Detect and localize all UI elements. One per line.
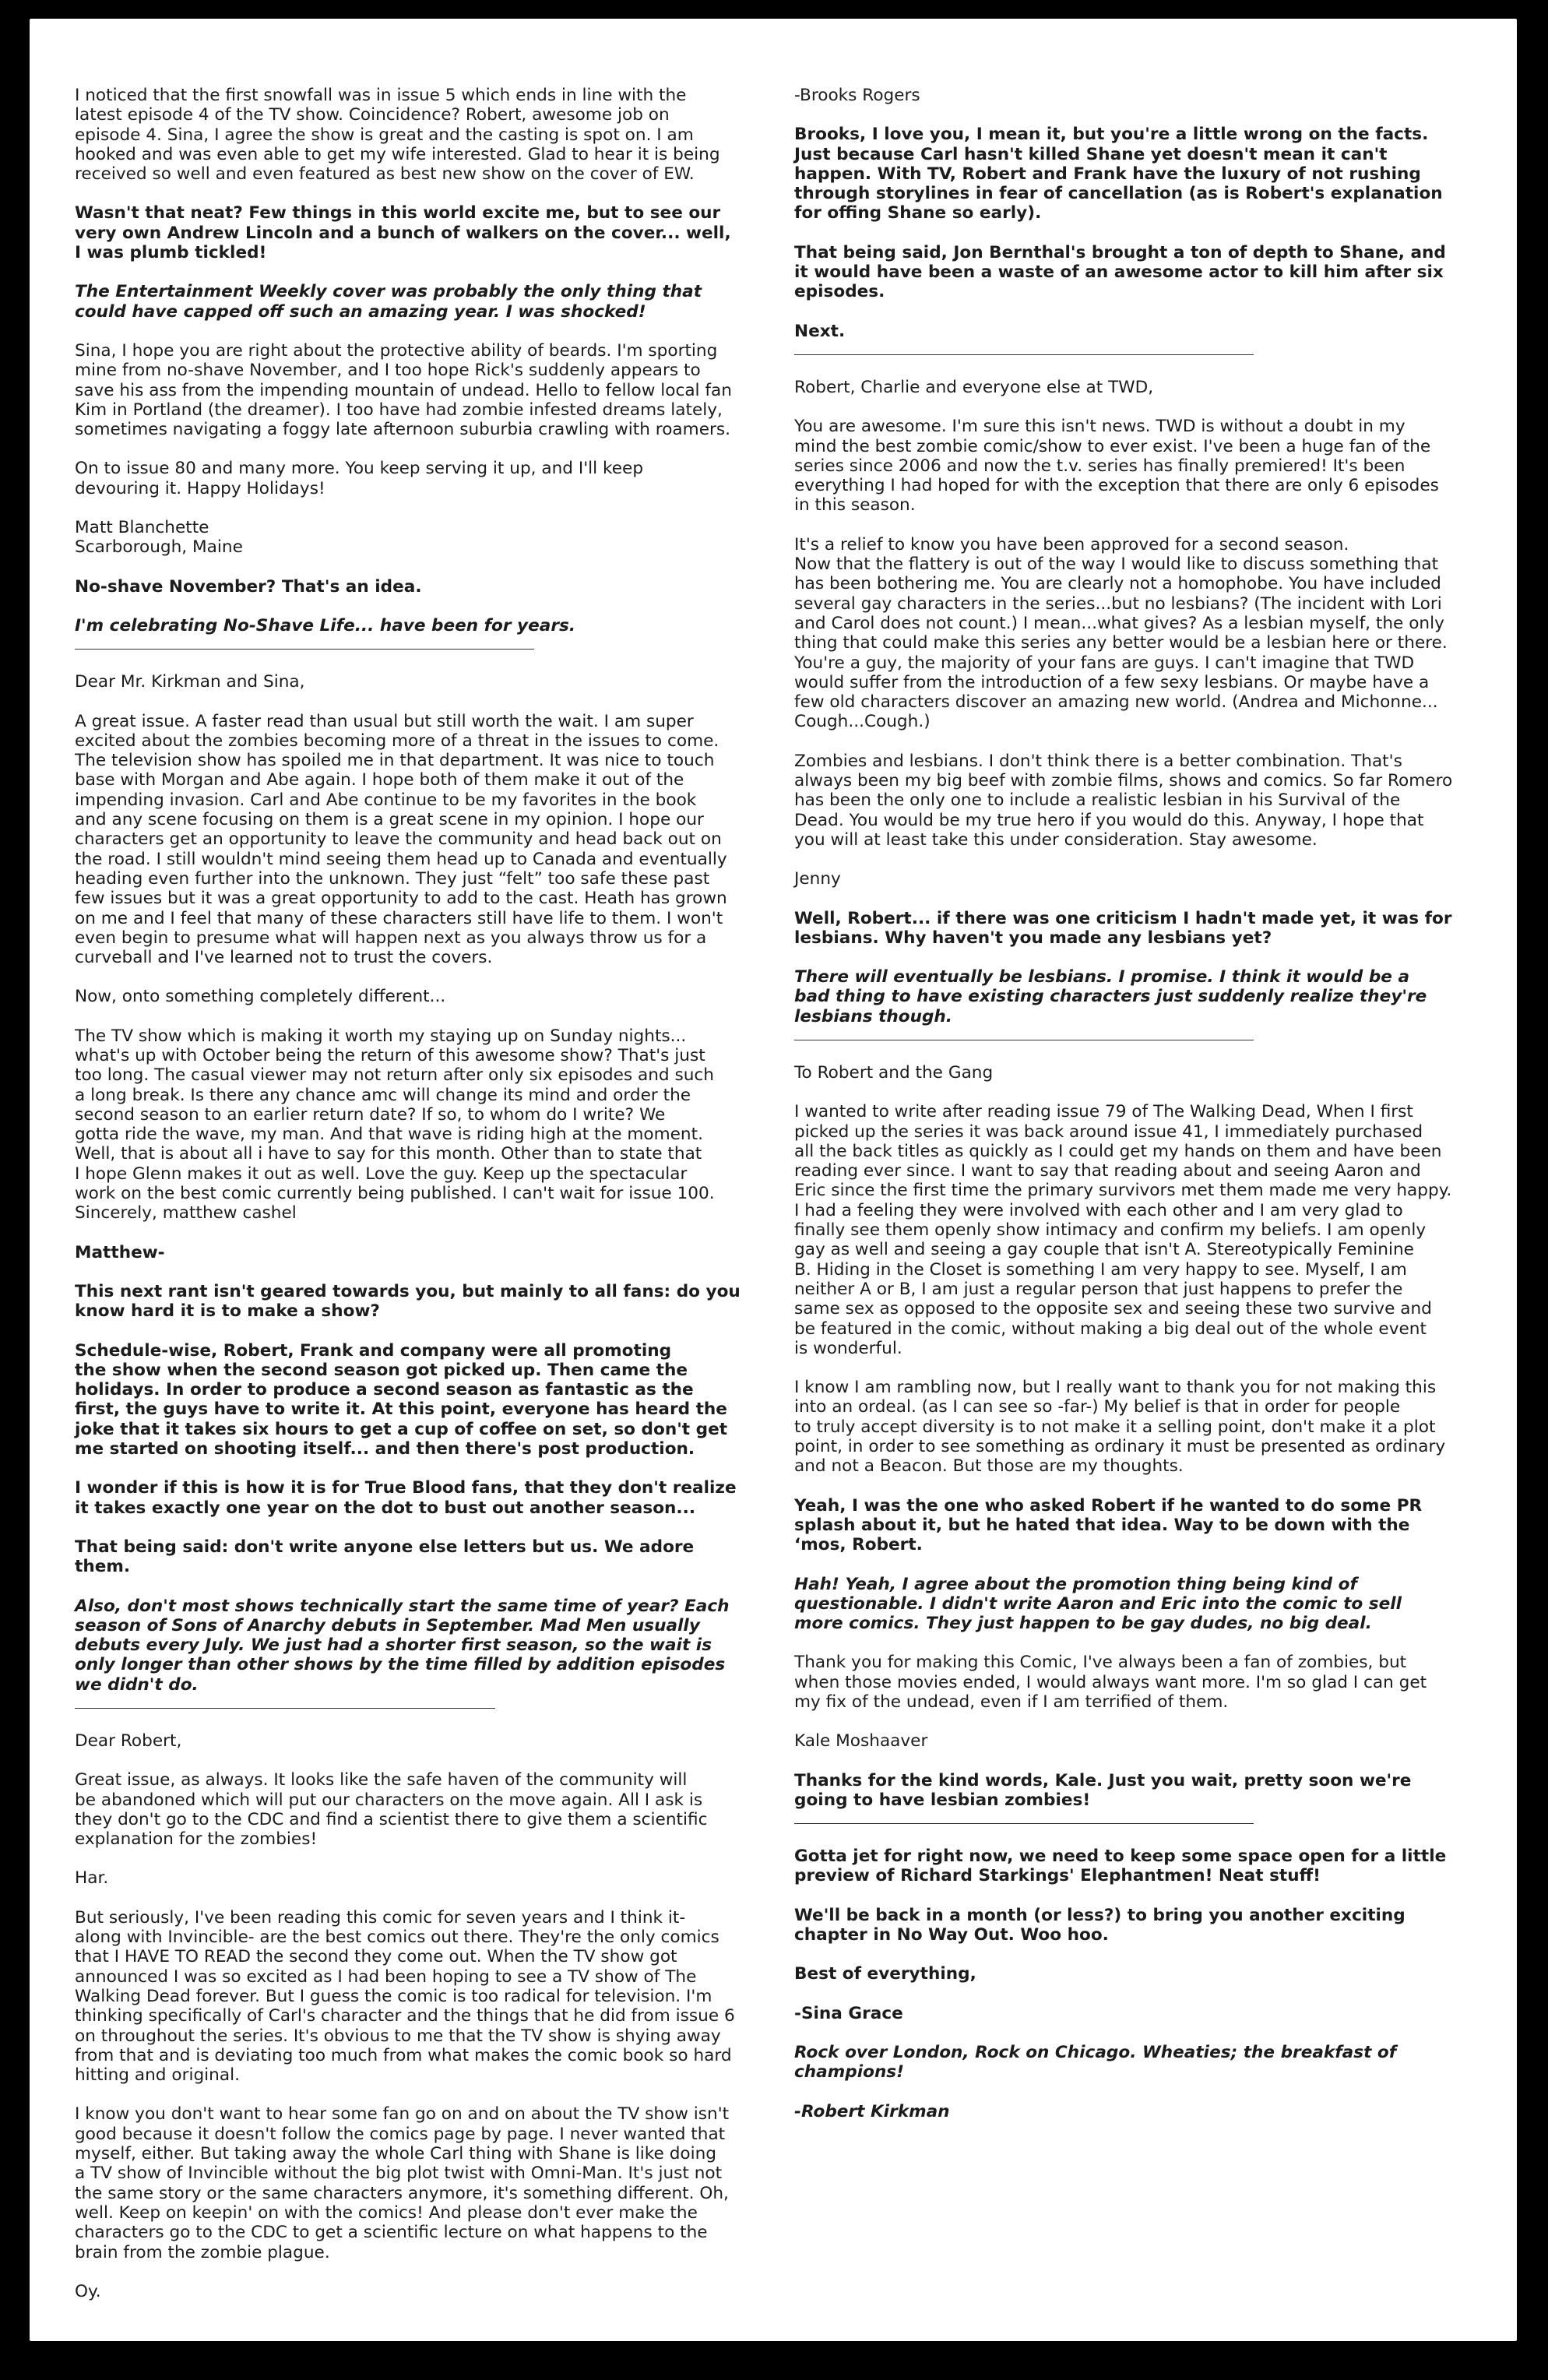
editor-reply-sina: I wonder if this is how it is for True Blood fans, that they don't realize it takes exactly one year on the dot to bust out another season... — [75, 1478, 737, 1518]
letter-paragraph: Oy. — [75, 2281, 101, 2301]
letter-paragraph: Har. — [75, 1868, 109, 1889]
section-divider — [794, 1823, 1254, 1824]
letter-paragraph: It's a relief to know you have been approved for a second season. Now that the flattery is out of the way I would like to discuss something that has been bothering me. You are clearly not a homophobe. You have included several gay characters in the series...but no lesbians? (The incident with Lori and Carol does not count.) I mean...what gives? As a lesbian myself, the only thing that could make this series any better would be a lesbian here or there. You're a guy, the majority of your fans are guys. I can't imagine that TWD would suffer from the introduction of a few sexy lesbians. Or maybe have a few old characters discover an amazing new world. (Andrea and Michonne... Cough...Cough.) — [794, 534, 1448, 732]
closing-paragraph: Rock over London, Rock on Chicago. Wheaties; the breakfast of champions! — [794, 2042, 1397, 2082]
letter-paragraph: I know I am rambling now, but I really want to thank you for not making this into an ordeal. (as I can see so -far-) My belief is that in order for people to truly accept diversity is to not make it a selling point, don't make it a plot point, in order to see something as ordinary it must be presented as ordinary and not a Beacon. But those are my thoughts. — [794, 1378, 1446, 1477]
left-column — [75, 86, 791, 2301]
editor-reply-sina: Matthew- — [75, 1242, 165, 1262]
editor-reply-robert: I'm celebrating No-Shave Life... have been for years. — [75, 615, 576, 635]
editor-reply-sina: That being said, Jon Bernthal's brought a ton of depth to Shane, and it would have been a waste of an awesome actor to kill him after six episodes. — [794, 242, 1446, 302]
editor-reply-sina: Yeah, I was the one who asked Robert if he wanted to do some PR splash about it, but he hated that idea. Way to be down with the ‘mos, Robert. — [794, 1495, 1423, 1555]
letters-page — [30, 19, 1517, 2341]
letter-paragraph: I noticed that the first snowfall was in issue 5 which ends in line with the latest episode 4 of the TV show. Coincidence? Robert, awesome job on episode 4. Sina, I agree the show is great and the casting is spot on. I am hooked and was even able to get my wife interested. Glad to hear it is being received so well and even featured as best new show on the cover of EW. — [75, 86, 720, 185]
editor-reply-robert: There will eventually be lesbians. I promise. I think it would be a bad thing to have existing characters just suddenly realize they're lesbians though. — [794, 967, 1427, 1026]
editor-reply-sina: That being said: don't write anyone else letters but us. We adore them. — [75, 1537, 695, 1577]
section-divider — [75, 1708, 495, 1709]
editor-reply-sina: No-shave November? That's an idea. — [75, 576, 422, 597]
letter-salutation: Robert, Charlie and everyone else at TWD, — [794, 377, 1154, 397]
right-column — [794, 86, 1503, 2121]
editor-reply-robert: Hah! Yeah, I agree about the promotion thing being kind of questionable. I didn't write Aaron and Eric into the comic to sell more comics. They just happen to be gay dudes, no big deal. — [794, 1574, 1402, 1634]
letter-paragraph: Sina, I hope you are right about the protective ability of beards. I'm sporting mine from no-shave November, and I too hope Rick's suddenly appears to save his ass from the impending mountain of undead. Hello to fellow local fan Kim in Portland (the dreamer). I too have had zombie infested dreams lately, sometimes navigating a foggy late afternoon suburbia crawling with roamers. — [75, 340, 732, 440]
closing-signature-sina: -Sina Grace — [794, 2003, 903, 2023]
closing-paragraph: Best of everything, — [794, 1964, 976, 1984]
editor-reply-robert: The Entertainment Weekly cover was probably the only thing that could have capped off such an amazing year. I was shocked! — [75, 282, 702, 322]
letter-paragraph: Zombies and lesbians. I don't think there is a better combination. That's always been my big beef with zombie films, shows and comics. So far Romero has been the only one to include a realistic lesbian in his Survival of the Dead. You would be my true hero if you would do this. Anyway, I hope that you will at least take this under consideration. Stay awesome. — [794, 751, 1453, 850]
editor-reply-sina: Thanks for the kind words, Kale. Just you wait, pretty soon we're going to have lesbian zombies! — [794, 1770, 1412, 1810]
editor-reply-sina: Next. — [794, 321, 846, 341]
letter-paragraph: You are awesome. I'm sure this isn't news. TWD is without a doubt in my mind the best zombie comic/show to ever exist. I've been a huge fan of the series since 2006 and now the t.v. series has finally premiered! It's been everything I had hoped for with the exception that there are only 6 episodes in this season. — [794, 417, 1439, 516]
letter-paragraph: I wanted to write after reading issue 79 of The Walking Dead, When I first picked up the series it was back around issue 41, I immediately purchased all the back titles as quickly as I could get my hands on them and have been reading ever since. I want to say that reading about and seeing Aaron and Eric since the first time the primary survivors met them made me very happy. I had a feeling they were involved with each other and I am very glad to finally see them openly show intimacy and confirm my beliefs. I am openly gay as well and seeing a gay couple that isn't A. Stereotypically Feminine B. Hiding in the Closet is something I am very happy to see. Myself, I am neither A or B, I am just a regular person that just happens to prefer the same sex as opposed to the opposite sex and seeing these two survive and be featured in the comic, without making a big deal out of the whole event is wonderful. — [794, 1102, 1452, 1358]
editor-reply-sina: Schedule-wise, Robert, Frank and company were all promoting the show when the second season got picked up. Then came the holidays. In order to produce a second season as fantastic as the first, the guys have to write it. At this point, everyone has heard the joke that it takes six hours to get a cup of coffee on set, so don't get me started on shooting itself... and then there's post production. — [75, 1340, 728, 1459]
letter-paragraph: But seriously, I've been reading this comic for seven years and I think it- along with Invincible- are the best comics out there. They're the only comics that I HAVE TO READ the second they come out. When the TV show got announced I was so excited as I had been hoping to see a TV show of The Walking Dead forever. But I guess the comic is too radical for television. I'm thinking specifically of Carl's character and the things that he did from issue 6 on throughout the series. It's obvious to me that the TV show is shying away from that and is deviating too much from what makes the comic book so hard hitting and original. — [75, 1907, 735, 2086]
letter-paragraph: Great issue, as always. It looks like the safe haven of the community will be abandoned which will put our characters on the move again. All I ask is they don't go to the CDC and find a scientist there to give them a scientific explanation for the zombies! — [75, 1770, 708, 1850]
letter-paragraph: Thank you for making this Comic, I've always been a fan of zombies, but when those movies ended, I would always want more. I'm so glad I can get my fix of the undead, even if I am terrified of them. — [794, 1653, 1427, 1712]
section-divider — [75, 649, 534, 650]
editor-reply-sina: This next rant isn't geared towards you, but mainly to all fans: do you know hard it is to make a show? — [75, 1281, 741, 1322]
letter-salutation: Dear Mr. Kirkman and Sina, — [75, 672, 305, 692]
editor-reply-sina: Wasn't that neat? Few things in this world excite me, but to see our very own Andrew Lincoln and a bunch of walkers on the cover... well, I was plumb tickled! — [75, 203, 731, 263]
letter-paragraph: On to issue 80 and many more. You keep serving it up, and I'll keep devouring it. Happy Holidays! — [75, 459, 644, 498]
letter-paragraph: A great issue. A faster read than usual but still worth the wait. I am super excited about the zombies becoming more of a threat in the issues to come. The television show has spoiled me in that department. It was nice to touch base with Morgan and Abe again. I hope both of them make it out of the impending invasion. Carl and Abe continue to be my favorites in the book and any scene focusing on them is a great scene in my opinion. I hope our characters get an opportunity to leave the community and head back out on the road. I still wouldn't mind seeing them head up to Canada and eventually heading even further into the unknown. They just “felt” too safe these past few issues but it was a great opportunity to add to the cast. Heath has grown on me and I feel that many of these characters still have life to them. I won't even begin to presume what will happen next as you always throw us for a curveball and I've learned not to trust the covers. — [75, 711, 727, 968]
letter-signature: Matt Blanchette Scarborough, Maine — [75, 518, 243, 558]
closing-paragraph: Gotta jet for right now, we need to keep some space open for a little preview of Richard Starkings' Elephantmen! Neat stuff! — [794, 1847, 1447, 1886]
closing-paragraph: We'll be back in a month (or less?) to bring you another exciting chapter in No Way Out. Woo hoo. — [794, 1905, 1406, 1945]
closing-signature-robert: -Robert Kirkman — [794, 2101, 950, 2121]
editor-reply-robert: Also, don't most shows technically start the same time of year? Each season of Sons of Anarchy debuts in September. Mad Men usually debuts every July. We just had a shorter first season, so the wait is only longer than other shows by the time filled by addition episodes we didn't do. — [75, 1596, 730, 1695]
letter-signature: -Brooks Rogers — [794, 86, 920, 105]
letter-salutation: Dear Robert, — [75, 1731, 182, 1751]
editor-reply-sina: Brooks, I love you, I mean it, but you're a little wrong on the facts. Just because Carl hasn't killed Shane yet doesn't mean it can't happen. With TV, Robert and Frank have the luxury of not rushing through storylines in fear of cancellation (as is Robert's explanation for offing Shane so early). — [794, 125, 1443, 224]
letter-signature: Kale Moshaaver — [794, 1731, 928, 1752]
section-divider — [794, 354, 1254, 355]
letter-paragraph: I know you don't want to hear some fan go on and on about the TV show isn't good because it doesn't follow the comics page by page. I never wanted that myself, either. But taking away the whole Carl thing with Shane is like doing a TV show of Invincible without the big plot twist with Omni-Man. It's just not the same story or the same characters anymore, it's something different. Oh, well. Keep on keepin' on with the comics! And please don't ever make the characters go to the CDC to get a scientific lecture on what happens to the brain from the zombie plague. — [75, 2104, 730, 2262]
editor-reply-sina: Well, Robert... if there was one criticism I hadn't made yet, it was for lesbians. Why haven't you made any lesbians yet? — [794, 908, 1452, 948]
letter-paragraph: The TV show which is making it worth my staying up on Sunday nights... what's up with October being the return of this awesome show? That's just too long. The casual viewer may not return after only six episodes and such a long break. Is there any chance amc will change its mind and order the second season to an earlier return date? If so, to whom do I write? We gotta ride the wave, my man. And that wave is riding high at the moment. Well, that is about all i have to say for this month. Other than to state that I hope Glenn makes it out as well. Love the guy. Keep up the spectacular work on the best comic currently being published. I can't wait for issue 100. Sincerely, matthew cashel — [75, 1026, 715, 1223]
letter-salutation: To Robert and the Gang — [794, 1062, 994, 1083]
letter-signature: Jenny — [794, 869, 841, 889]
letter-paragraph: Now, onto something completely different... — [75, 987, 446, 1007]
